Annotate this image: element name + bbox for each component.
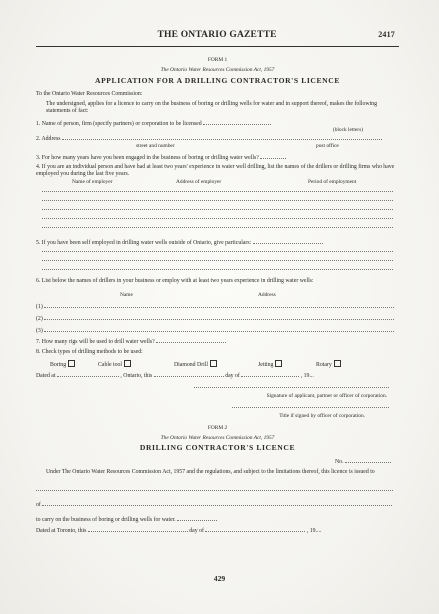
- method-cable-tool-checkbox[interactable]: [124, 360, 131, 367]
- employer-line-3[interactable]: [42, 208, 393, 210]
- form2-of-label: of: [36, 502, 41, 508]
- item-2: [36, 134, 399, 143]
- method-boring[interactable]: [50, 360, 75, 369]
- driller-row-2-field[interactable]: [44, 314, 394, 320]
- item-6: 6. List below the names of drillers in your business or employ with at least two years experience in drilling water wells:: [36, 278, 314, 284]
- gazette-title: THE ONTARIO GAZETTE: [157, 30, 277, 40]
- driller-row-2-label: (2): [36, 316, 43, 322]
- form2-year-label: , 19....: [306, 528, 322, 534]
- form2-label: FORM 2: [207, 425, 228, 431]
- item-5: [36, 238, 399, 247]
- form1-dated-month-field[interactable]: [241, 371, 299, 377]
- form2-carry-on: [36, 515, 399, 524]
- item-5-line-1[interactable]: [42, 250, 393, 252]
- employer-line-5[interactable]: [42, 226, 393, 228]
- item-2-field[interactable]: [62, 134, 382, 140]
- licence-number-label: No.: [335, 459, 344, 465]
- title-line[interactable]: [232, 406, 389, 408]
- form1-dated-day-field[interactable]: [154, 371, 224, 377]
- title-caption: Title if signed by officer of corporation.: [279, 413, 365, 419]
- driller-row-3: [36, 326, 399, 335]
- form1-act: The Ontario Water Resources Commission Act, 1957: [160, 67, 275, 73]
- driller-row-1-label: (1): [36, 304, 43, 310]
- form1-year-label: , 19...: [300, 373, 314, 379]
- form1-dated-at-label: Dated at: [36, 373, 56, 379]
- item-4: 4. If you are an individual person and have had at least two years' experience in water well drilling, list the names of the drillers or drilling firms who have employed you during the last five years.: [36, 164, 395, 177]
- method-rotary-label: Rotary: [316, 362, 332, 368]
- licence-number-field[interactable]: [345, 457, 391, 463]
- method-boring-label: Boring: [50, 362, 67, 368]
- employer-line-1[interactable]: [42, 190, 393, 192]
- signature-applicant-caption: Signature of applicant, partner or officer of corporation.: [266, 393, 387, 399]
- form2-day-of-label: day of: [189, 528, 204, 534]
- method-rotary-checkbox[interactable]: [334, 360, 341, 367]
- driller-row-1: [36, 302, 399, 311]
- item-3: [36, 153, 399, 162]
- form2-heading: DRILLING CONTRACTOR'S LICENCE: [139, 443, 296, 452]
- employer-line-2[interactable]: [42, 199, 393, 201]
- method-diamond-drill-label: Diamond Drill: [174, 362, 208, 368]
- form2-carry-on-field[interactable]: [177, 515, 217, 521]
- driller-row-3-label: (3): [36, 328, 43, 334]
- form2-dated-month-field[interactable]: [205, 526, 305, 532]
- gazette-page-number: 2417: [378, 30, 395, 39]
- method-boring-checkbox[interactable]: [68, 360, 75, 367]
- driller-row-1-field[interactable]: [44, 302, 394, 308]
- item-7: [36, 337, 399, 346]
- col-name-of-employer: Name of employer: [72, 179, 113, 185]
- item-1-caption: (block letters): [332, 127, 363, 133]
- employer-line-4[interactable]: [42, 217, 393, 219]
- item-8: 8. Check types of drilling methods to be used:: [36, 349, 143, 355]
- col-address-of-employer: Address of employer: [176, 179, 222, 185]
- method-jetting[interactable]: [258, 360, 282, 369]
- item-7-field[interactable]: [156, 337, 226, 343]
- item-1-field[interactable]: [203, 119, 271, 125]
- form2-dated-line: [36, 526, 399, 535]
- method-jetting-label: Jetting: [258, 362, 274, 368]
- form1-intro: The undersigned, applies for a licence to carry on the business of boring or drilling wells for water and in support thereof, makes the following statements of fact:: [46, 101, 377, 114]
- method-rotary[interactable]: [316, 360, 341, 369]
- col-period-of-employment: Period of employment: [308, 179, 357, 185]
- col-address: Address: [258, 292, 276, 298]
- licensee-line[interactable]: [36, 489, 393, 491]
- form1-heading: APPLICATION FOR A DRILLING CONTRACTOR'S LICENCE: [94, 76, 340, 85]
- driller-row-3-field[interactable]: [44, 326, 394, 332]
- item-5-line-2[interactable]: [42, 259, 393, 261]
- item-1-label: 1. Name of person, firm (specify partners) or corporation to be licensed: [36, 121, 202, 127]
- form1-ontario-this-label: , Ontario, this: [120, 373, 153, 379]
- method-diamond-drill-checkbox[interactable]: [210, 360, 217, 367]
- form2-of-field[interactable]: [42, 500, 392, 506]
- form1-addressee: To the Ontario Water Resources Commission:: [36, 91, 143, 97]
- form2-carry-on-label: to carry on the business of boring or drilling wells for water.: [36, 517, 176, 523]
- item-7-label: 7. How many rigs will be used to drill water wells?: [36, 339, 155, 345]
- licence-number: [36, 457, 399, 466]
- form1-day-of-label: day of: [225, 373, 240, 379]
- item-3-label: 3. For how many years have you been engaged in the business of boring or drilling water wells?: [36, 155, 259, 161]
- driller-row-2: [36, 314, 399, 323]
- method-cable-tool[interactable]: [98, 360, 131, 369]
- gazette-header: [36, 30, 395, 40]
- col-name: Name: [120, 292, 133, 298]
- form2-body: Under The Ontario Water Resources Commission Act, 1957 and the regulations, and subject to the limitations thereof, this licence is issued to: [46, 469, 375, 475]
- form2-dated-day-field[interactable]: [88, 526, 188, 532]
- item-5-line-3[interactable]: [42, 268, 393, 270]
- item-3-field[interactable]: [260, 153, 286, 159]
- item-5-field[interactable]: [253, 238, 323, 244]
- item-5-label: 5. If you have been self employed in drilling water wells outside of Ontario, give particulars:: [36, 240, 252, 246]
- method-jetting-checkbox[interactable]: [275, 360, 282, 367]
- caption-post-office: post office: [316, 143, 339, 149]
- caption-street: street and number: [136, 143, 175, 149]
- form1-label: FORM 1: [207, 57, 228, 63]
- signature-applicant-line[interactable]: [194, 386, 389, 388]
- form1-dated-place-field[interactable]: [57, 371, 119, 377]
- form2-dated-prefix: Dated at Toronto, this: [36, 528, 87, 534]
- method-cable-tool-label: Cable tool: [98, 362, 122, 368]
- method-diamond-drill[interactable]: [174, 360, 217, 369]
- item-2-label: 2. Address: [36, 136, 61, 142]
- form2-act: The Ontario Water Resources Commission Act, 1957: [160, 435, 275, 441]
- form1-dated-line: [36, 371, 399, 380]
- form2-of-line: [36, 500, 399, 509]
- header-rule: [36, 46, 399, 47]
- footer-page-number: 429: [213, 574, 226, 583]
